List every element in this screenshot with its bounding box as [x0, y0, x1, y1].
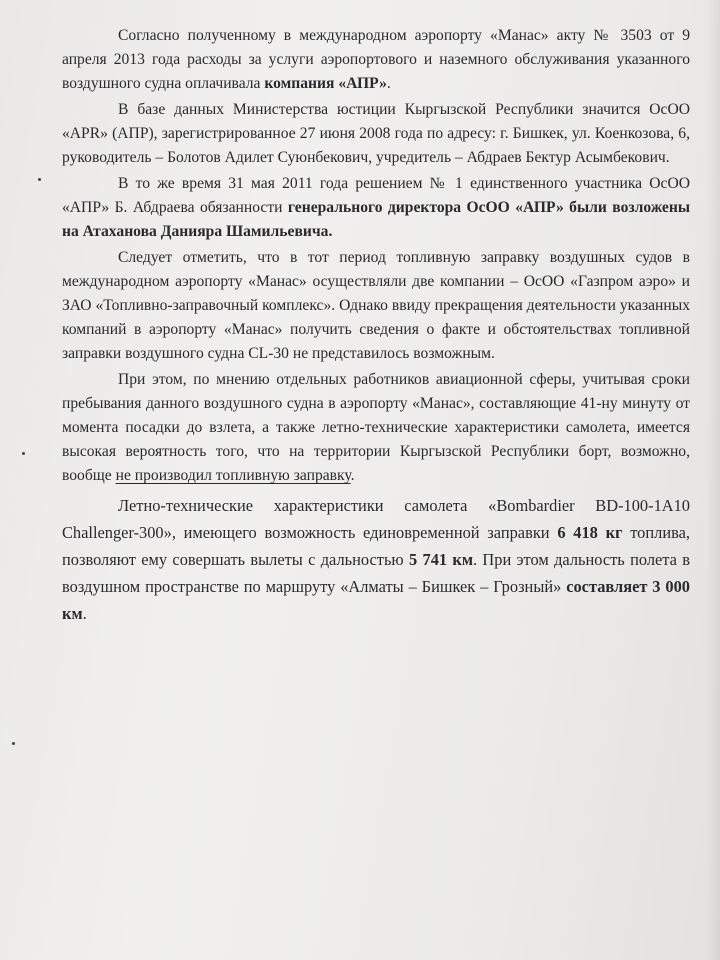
text-segment: В базе данных Министерства юстиции Кыргызской Республики значится ОсОО «APR» (АПР), зарегистрированное 27 июня 2008 года по адресу: г. Бишкек, ул. Коенкозова, 6, руководитель – Болотов Адилет Суюнбекович, учредитель – Абдраев Бектур Асымбекович.: [62, 101, 690, 166]
paragraph-2: [62, 98, 690, 170]
bold-segment: составляет 3 000 км: [62, 577, 690, 623]
page-edge-shadow: [706, 0, 720, 960]
text-segment: Следует отметить, что в тот период топливную заправку воздушных судов в международном аэропорту «Манас» осуществляли две компании – ОсОО «Газпром аэро» и ЗАО «Топливно-заправочный комплекс». Однако ввиду прекращения деятельности указанных компаний в аэропорту «Манас» получить сведения о факте и обстоятельствах топливной заправки воздушного судна CL-30 не представилось возможным.: [62, 249, 690, 362]
margin-mark: [12, 742, 15, 745]
paragraph-6: [62, 492, 690, 627]
text-segment: При этом, по мнению отдельных работников авиационной сферы, учитывая сроки пребывания данного воздушного судна в аэропорту «Манас», составляющие 41-ну минуту от момента посадки до взлета, а также летно-технические характеристики самолета, имеется высокая вероятность того, что на территории Кыргызской Республики борт, возможно, вообще: [62, 371, 690, 484]
text-segment: топлива, позволяют ему совершать вылеты с дальностью: [62, 523, 690, 569]
bold-segment: 5 741 км: [408, 550, 473, 569]
paragraph-1: [62, 24, 690, 96]
text-segment: .: [350, 467, 355, 484]
text-segment: .: [386, 75, 391, 92]
bold-segment: генерального директора ОсОО «АПР» были возложены на Атаханова Данияра Шамильевича.: [62, 199, 690, 240]
paragraph-3: [62, 172, 690, 244]
margin-mark: [22, 452, 25, 455]
document-body: [62, 24, 690, 627]
margin-mark: [38, 178, 41, 181]
paragraph-4: [62, 246, 690, 366]
paragraph-5: [62, 368, 690, 488]
text-segment: Согласно полученному в международном аэропорту «Манас» акту № 3503 от 9 апреля 2013 года расходы за услуги аэропортового и наземного обслуживания указанного воздушного судна оплачивала: [62, 27, 690, 92]
bold-segment: 6 418 кг: [557, 523, 623, 542]
text-segment: . При этом дальность полета в воздушном пространстве по маршруту «Алматы – Бишкек – Грозный»: [62, 550, 690, 596]
bold-segment: компания «АПР»: [264, 75, 387, 92]
underlined-segment: не производил топливную заправку: [115, 467, 351, 484]
text-segment: .: [82, 604, 87, 623]
text-segment: В то же время 31 мая 2011 года решением № 1 единственного участника ОсОО «АПР» Б. Абдраева обязанности: [62, 175, 690, 216]
text-segment: Летно-технические характеристики самолета «Bombardier BD-100-1A10 Challenger-300», имеющего возможность единовременной заправки: [62, 496, 690, 542]
